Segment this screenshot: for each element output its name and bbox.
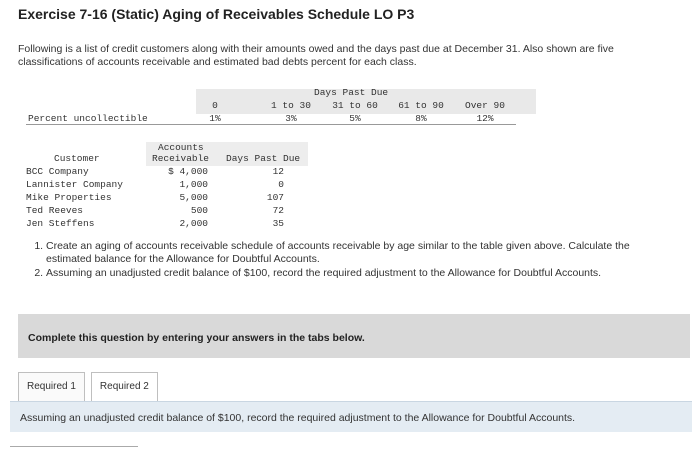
receivable-amount: 2,000 (179, 218, 208, 229)
receivable-amount: 1,000 (179, 179, 208, 190)
answer-tabs (18, 372, 164, 402)
question-1: 1. Create an aging of accounts receivable schedule of accounts receivable by age similar to the table given above. Calculate the estimated balance for the Allowance for Doubtful Accounts. (46, 240, 666, 265)
pct-31-60: 5% (349, 113, 361, 124)
days-past-due: 72 (272, 205, 284, 216)
days-past-due: 107 (266, 192, 284, 203)
divider (10, 446, 138, 447)
question-list (26, 240, 666, 282)
percent-divider (26, 124, 516, 125)
days-header: Days Past Due (226, 153, 301, 164)
customer-header: Customer (54, 153, 100, 164)
tab-instruction: Assuming an unadjusted credit balance of $100, record the required adjustment to the Allowance for Doubtful Accounts. (20, 412, 576, 424)
tab-content-panel (10, 401, 692, 432)
col-header-61-90: 61 to 90 (398, 100, 444, 111)
tab-required-1[interactable]: Required 1 (18, 372, 85, 402)
question-2: 2. Assuming an unadjusted credit balance of $100, record the required adjustment to the Allowance for Doubtful Accounts. (46, 267, 666, 280)
receivable-amount: $ 4,000 (168, 166, 208, 177)
col-header-31-60: 31 to 60 (332, 100, 378, 111)
col-header-1-30: 1 to 30 (271, 100, 311, 111)
tab-required-2[interactable]: Required 2 (91, 372, 158, 402)
intro-paragraph: Following is a list of credit customers along with their amounts owed and the days past due at December 31. Also shown are five classifications of accounts receivable and estimated bad debts percent for each class. (18, 43, 614, 68)
receivable-amount: 500 (190, 205, 208, 216)
customer-name: Lannister Company (26, 179, 123, 190)
pct-1-30: 3% (285, 113, 297, 124)
pct-61-90: 8% (415, 113, 427, 124)
col-header-0: 0 (212, 100, 218, 111)
days-past-due: 0 (278, 179, 284, 190)
instructions-banner (18, 314, 690, 358)
percent-row-label: Percent uncollectible (28, 113, 148, 124)
days-past-due: 35 (272, 218, 284, 229)
days-past-due: 12 (272, 166, 284, 177)
days-past-due-group-header: Days Past Due (314, 87, 389, 98)
receivable-header-line1: Accounts (158, 142, 204, 153)
pct-over-90: 12% (476, 113, 494, 124)
col-header-over-90: Over 90 (465, 100, 505, 111)
customer-name: BCC Company (26, 166, 89, 177)
complete-prompt: Complete this question by entering your answers in the tabs below. (28, 332, 365, 344)
percent-table (26, 88, 516, 128)
receivable-header-line2: Receivable (152, 153, 210, 164)
receivable-amount: 5,000 (179, 192, 208, 203)
customer-table (26, 142, 316, 234)
customer-name: Mike Properties (26, 192, 112, 203)
pct-0: 1% (209, 113, 221, 124)
customer-name: Ted Reeves (26, 205, 84, 216)
customer-name: Jen Steffens (26, 218, 95, 229)
exercise-title: Exercise 7-16 (Static) Aging of Receivables Schedule LO P3 (18, 6, 415, 22)
